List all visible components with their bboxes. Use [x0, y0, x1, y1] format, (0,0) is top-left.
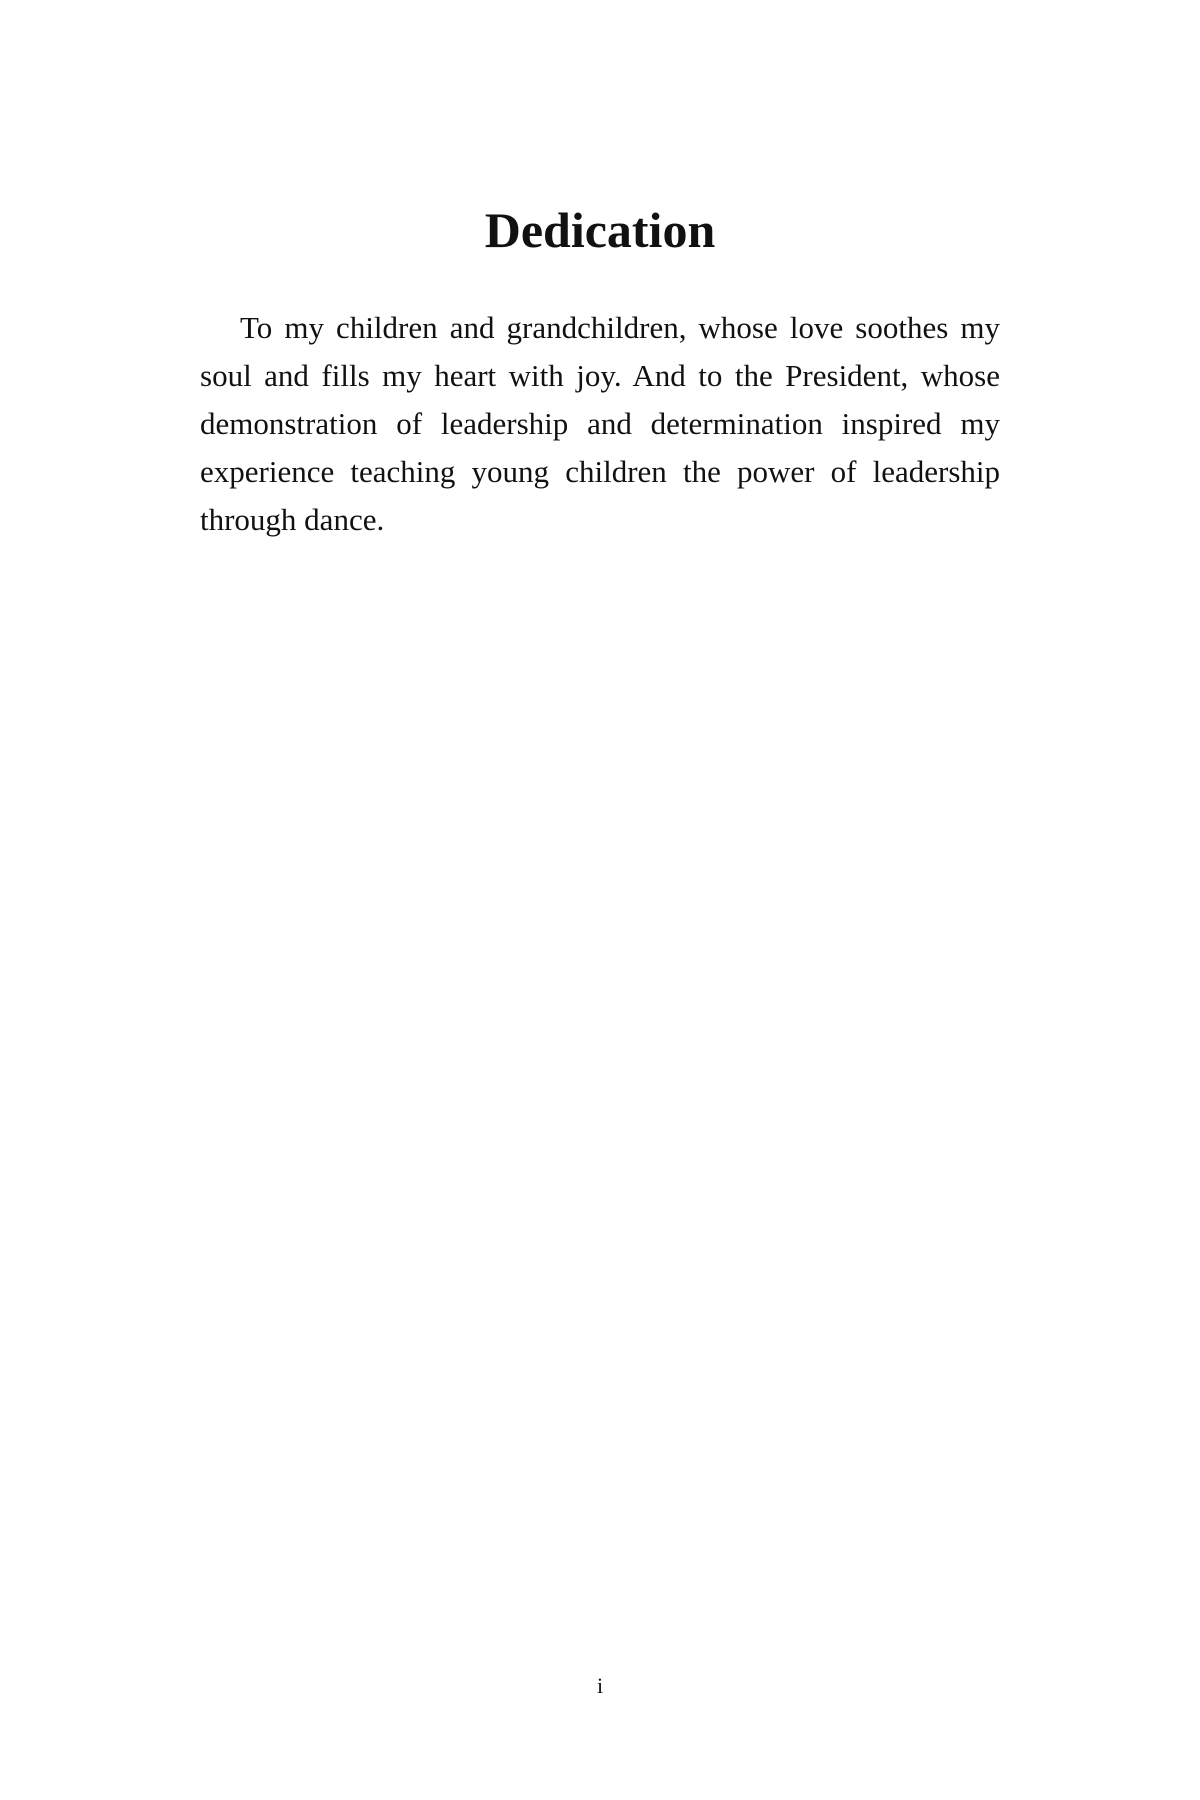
dedication-paragraph: To my children and grandchildren, whose love soothes my soul and fills my heart with joy. And to the President, whose demonstration of leadership and determination inspired my experience teaching young children the power of leadership through dance. — [200, 310, 1000, 537]
page-title: Dedication — [484, 202, 716, 258]
page-number: i — [596, 1673, 604, 1698]
